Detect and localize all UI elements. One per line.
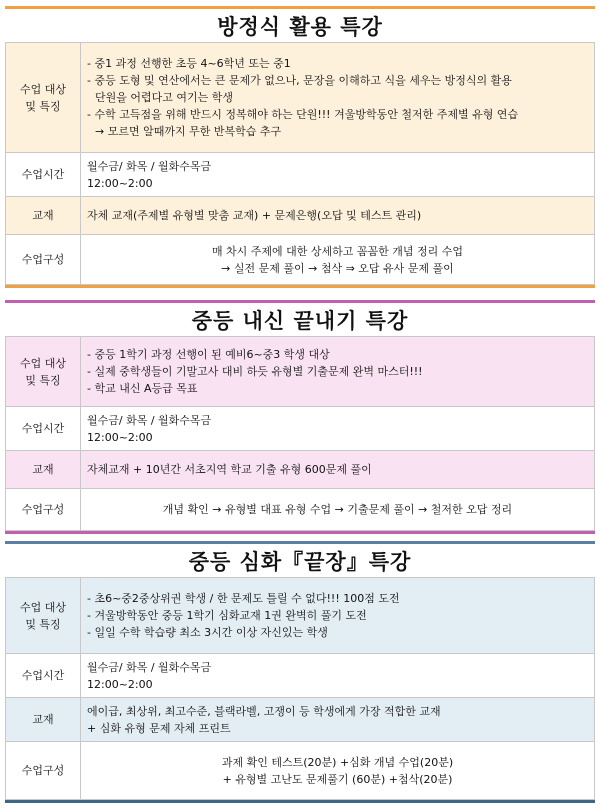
target-line: - 실제 중학생들이 기말고사 대비 하듯 유형별 기출문제 완벽 마스터!!! bbox=[87, 365, 423, 378]
material-line: 에이급, 최상위, 최고수준, 블랙라벨, 고쟁이 등 학생에게 가장 적합한 교재 bbox=[87, 704, 441, 718]
time-hours: 12:00~2:00 bbox=[87, 677, 153, 691]
time-content bbox=[81, 153, 595, 197]
structure-line: 개념 확인 → 유형별 대표 유형 수업 → 기출문제 풀이 → 철저한 오답 정리 bbox=[162, 503, 513, 516]
section-divider bbox=[5, 531, 595, 534]
target-content bbox=[81, 43, 595, 153]
label-structure: 수업구성 bbox=[6, 742, 81, 800]
time-hours: 12:00~2:00 bbox=[87, 176, 153, 190]
row-time bbox=[6, 153, 595, 197]
time-days: 월수금/ 화목 / 월화수목금 bbox=[87, 159, 212, 173]
label-structure: 수업구성 bbox=[6, 489, 81, 531]
row-time bbox=[6, 407, 595, 451]
label-text: 및 특징 bbox=[25, 373, 61, 387]
target-line: - 중등 도형 및 연산에서는 큰 문제가 없으나, 문장을 이해하고 식을 세우는 방정식의 활용 bbox=[87, 74, 512, 87]
time-days: 월수금/ 화목 / 월화수목금 bbox=[87, 660, 212, 674]
row-time bbox=[6, 654, 595, 698]
section-title: 중등 내신 끝내기 특강 bbox=[5, 300, 595, 336]
target-line: - 중1 과정 선행한 초등 4~6학년 또는 중1 bbox=[87, 57, 291, 70]
label-text: 수업 대상 bbox=[19, 82, 66, 96]
label-text: 수업 대상 bbox=[19, 600, 66, 614]
row-material bbox=[6, 197, 595, 235]
course-info-table bbox=[5, 577, 595, 800]
row-target bbox=[6, 337, 595, 407]
target-line: - 겨울방학동안 중등 1학기 심화교재 1권 완벽히 풀기 도전 bbox=[87, 609, 367, 622]
course-info-table bbox=[5, 336, 595, 531]
target-line: - 일일 수학 학습량 최소 3시간 이상 자신있는 학생 bbox=[87, 626, 328, 639]
structure-line: → 실전 문제 풀이 → 첨삭 ⇒ 오답 유사 문제 풀이 bbox=[221, 261, 454, 275]
time-content bbox=[81, 407, 595, 451]
section-title: 방정식 활용 특강 bbox=[5, 6, 595, 42]
label-time: 수업시간 bbox=[6, 153, 81, 197]
label-material: 교재 bbox=[6, 698, 81, 742]
time-days: 월수금/ 화목 / 월화수목금 bbox=[87, 413, 212, 427]
course-section-equation bbox=[5, 6, 595, 288]
structure-content bbox=[81, 489, 595, 531]
material-content bbox=[81, 451, 595, 489]
target-line: - 초6~중2중상위권 학생 / 한 문제도 틀릴 수 없다!!! 100점 도전 bbox=[87, 592, 400, 605]
label-target bbox=[6, 337, 81, 407]
time-content bbox=[81, 654, 595, 698]
label-time: 수업시간 bbox=[6, 654, 81, 698]
target-line: 단원을 어렵다고 여기는 학생 bbox=[95, 91, 234, 104]
target-line: - 학교 내신 A등급 목표 bbox=[87, 382, 198, 395]
label-material: 교재 bbox=[6, 197, 81, 235]
structure-line: 과제 확인 테스트(20분) +심화 개념 수업(20분) bbox=[221, 755, 454, 769]
row-target bbox=[6, 43, 595, 153]
label-structure: 수업구성 bbox=[6, 235, 81, 285]
material-line: 자체 교재(주제별 유형별 맞춤 교재) + 문제은행(오답 및 테스트 관리) bbox=[87, 209, 422, 222]
structure-line: 매 차시 주제에 대한 상세하고 꼼꼼한 개념 정리 수업 bbox=[211, 244, 464, 258]
row-structure bbox=[6, 489, 595, 531]
label-text: 수업 대상 bbox=[19, 356, 66, 370]
row-structure bbox=[6, 742, 595, 800]
structure-content bbox=[81, 235, 595, 285]
label-time: 수업시간 bbox=[6, 407, 81, 451]
course-section-school-exam bbox=[5, 300, 595, 534]
structure-content bbox=[81, 742, 595, 800]
section-title: 중등 심화『끝장』특강 bbox=[5, 541, 595, 577]
target-line: - 중등 1학기 과정 선행이 된 예비6~중3 학생 대상 bbox=[87, 348, 330, 361]
label-material: 교재 bbox=[6, 451, 81, 489]
row-material bbox=[6, 451, 595, 489]
label-text: 및 특징 bbox=[25, 617, 61, 631]
material-line: + 심화 유형 문제 자체 프린트 bbox=[87, 721, 231, 735]
time-hours: 12:00~2:00 bbox=[87, 430, 153, 444]
label-text: 및 특징 bbox=[25, 99, 61, 113]
course-info-table bbox=[5, 42, 595, 285]
label-target bbox=[6, 43, 81, 153]
row-material bbox=[6, 698, 595, 742]
material-line: 자체교재 + 10년간 서초지역 학교 기출 유형 600문제 풀이 bbox=[87, 463, 372, 476]
row-target bbox=[6, 578, 595, 654]
material-content bbox=[81, 698, 595, 742]
label-target bbox=[6, 578, 81, 654]
row-structure bbox=[6, 235, 595, 285]
target-line: - 수학 고득점을 위해 반드시 정복해야 하는 단원!!! 겨울방학동안 철저한 주제별 유형 연습 bbox=[87, 108, 519, 121]
target-line: → 모르면 알때까지 무한 반복학습 추구 bbox=[95, 125, 282, 138]
material-content bbox=[81, 197, 595, 235]
target-content bbox=[81, 337, 595, 407]
section-divider bbox=[5, 285, 595, 288]
structure-line: + 유형별 고난도 문제풀기 (60분) +첨삭(20분) bbox=[222, 772, 453, 786]
course-section-advanced bbox=[5, 541, 595, 803]
target-content bbox=[81, 578, 595, 654]
section-divider bbox=[5, 800, 595, 803]
